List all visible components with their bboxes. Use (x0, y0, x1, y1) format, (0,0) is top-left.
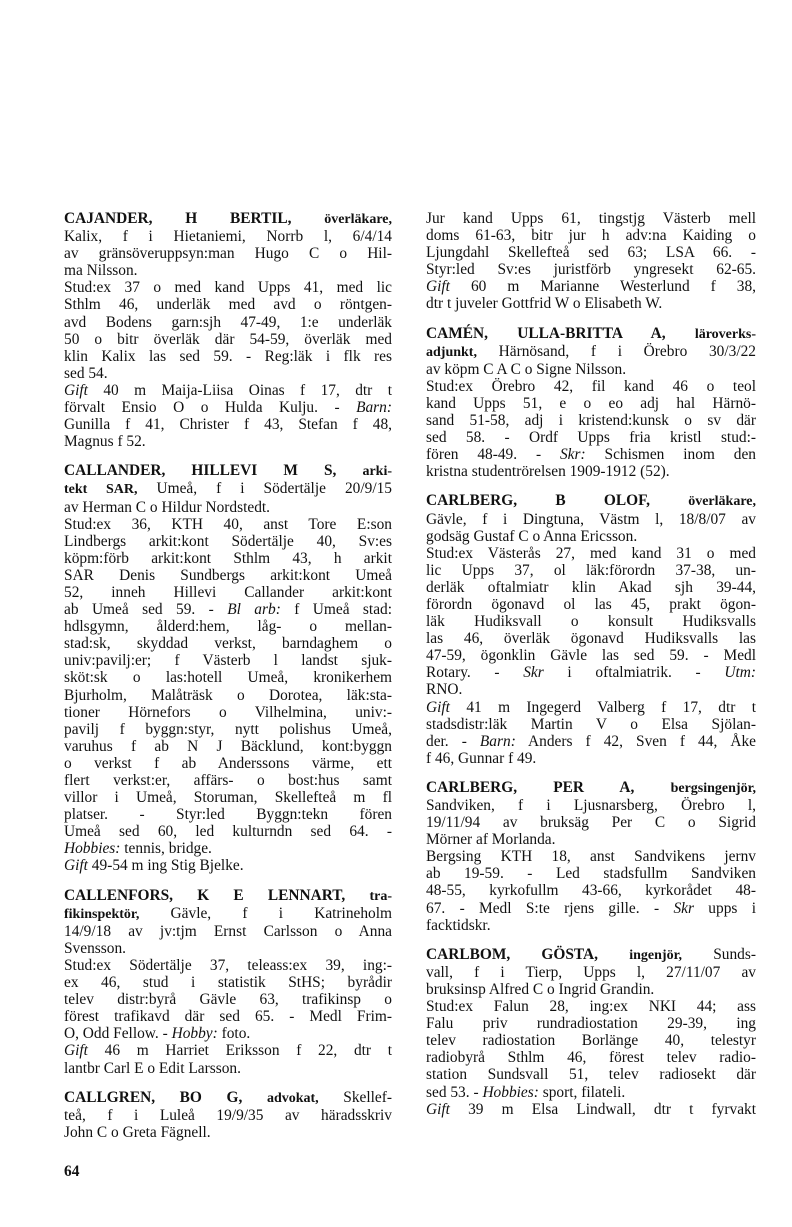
entry-line (64, 584, 392, 601)
entry-text: sand 51-58, adj i kristend:kunsk o sv där (426, 412, 756, 430)
entry-line (64, 601, 392, 618)
entry-text: univ:pavilj:er; f Västerb l landst sjuk- (64, 652, 392, 670)
entry-text: sport, filateli. (538, 1083, 626, 1101)
entry-text: doms 61-63, bitr jur h adv:na Kaiding o (426, 227, 756, 245)
entry-text: Sunds- (682, 945, 756, 963)
italic-label: Barn: (356, 399, 392, 417)
entry-name: CALLENFORS, K E LENNART, (64, 886, 370, 904)
entry-line (426, 343, 756, 361)
entry-text: förvalt Ensio O o Hulda Kulju. - (64, 399, 357, 417)
entry-text: Svensson. (64, 939, 126, 957)
entry-line (64, 331, 392, 348)
entry-text: lantbr Carl E o Edit Larsson. (64, 1059, 241, 1077)
entry-text: Sthlm 46, underläk med avd o röntgen- (64, 296, 392, 314)
entry-name: CALLANDER, HILLEVI M S, (64, 462, 363, 480)
entry-line (64, 533, 392, 550)
entry-name: CALLGREN, BO G, (64, 1088, 267, 1106)
entry-text: kand Upps 51, e o eo adj hal Härnö- (426, 394, 756, 412)
entry-text: Jur kand Upps 61, tingstjg Västerb mell (426, 210, 756, 227)
entry-text: ma Nilsson. (64, 262, 138, 280)
entry-line (64, 433, 392, 450)
entry-text: ab Umeå sed 59. - (64, 601, 228, 619)
entry-line (426, 1015, 756, 1032)
entry-text: facktidskr. (426, 916, 491, 934)
entry-text: Kalix, f i Hietaniemi, Norrb l, 6/4/14 (64, 228, 392, 246)
entry-line (64, 462, 392, 480)
entry-line (64, 840, 392, 857)
entry-line (426, 562, 756, 579)
entry-line (426, 278, 756, 295)
entry-text: Magnus f 52. (64, 433, 146, 451)
entry-text: sed 54. (64, 364, 108, 382)
entry-line (426, 900, 756, 917)
entry-text: upps i (693, 899, 757, 917)
entry-text: av Herman C o Hildur Nordstedt. (64, 498, 271, 516)
entry-line (64, 957, 392, 974)
entry-title: bergsingenjör, (670, 780, 756, 796)
entry-line (64, 887, 392, 905)
entry-text: Stud:ex Södertälje 37, teleass:ex 39, ing:- (64, 956, 392, 974)
entry-text: John C o Greta Fägnell. (64, 1123, 211, 1141)
italic-label: Hobbies: (64, 840, 121, 858)
entry-line (426, 210, 756, 227)
entry-text: sed 58. - Ordf Upps fria kristl stud:- (426, 429, 756, 447)
italic-label: Gift (426, 1100, 450, 1118)
entry-line (64, 687, 392, 704)
entry-text: RNO. (426, 681, 463, 699)
entry-line (426, 1084, 756, 1101)
entry-line (426, 865, 756, 882)
entry-line (426, 1066, 756, 1083)
entry-line (426, 244, 756, 261)
entry-text: klin Kalix las sed 59. - Reg:läk i flk res (64, 347, 392, 365)
entry-text: las 46, överläk ögonavd Hudiksvalls las (426, 630, 756, 648)
biography-entry (426, 779, 756, 934)
entry-line (426, 664, 756, 681)
entry-line (426, 716, 756, 733)
entry-line (64, 499, 392, 516)
entry-title: överläkare, (324, 212, 392, 227)
entry-text: Ljungdahl Skellefteå sed 63; LSA 66. - (426, 244, 756, 262)
entry-line (426, 917, 756, 934)
entry-name: CARLBOM, GÖSTA, (426, 945, 630, 963)
entry-line (64, 382, 392, 399)
entry-line (64, 399, 392, 416)
entry-text: Bjurholm, Malåträsk o Dorotea, läk:sta- (64, 686, 392, 704)
biography-entry (64, 1089, 392, 1141)
entry-text: f Umeå stad: (280, 601, 393, 619)
entry-text: o verkst f ab Anderssons värme, ett (64, 754, 392, 772)
italic-label: Hobby: (171, 1025, 218, 1043)
entry-line (426, 545, 756, 562)
entry-line (426, 412, 756, 429)
entry-line (426, 378, 756, 395)
entry-text: läk Hudiksvall o konsult Hudiksvalls (426, 613, 756, 631)
entry-text: Falu priv rundradiostation 29-39, ing (426, 1015, 756, 1033)
italic-label: Barn: (479, 732, 516, 750)
entry-line (64, 738, 392, 755)
entry-line (426, 261, 756, 278)
entry-text: Umeå, f i Södertälje 20/9/15 (137, 480, 392, 498)
entry-text: Umeå sed 60, led kulturndn sed 64. - (64, 823, 392, 841)
entry-text: Gunilla f 41, Christer f 43, Stefan f 48, (64, 416, 392, 434)
entry-text: SAR Denis Sundbergs arkit:kont Umeå (64, 566, 392, 584)
entry-text: stadsdistr:läk Martin V o Elsa Sjölan- (426, 715, 756, 733)
biography-entry (426, 325, 756, 481)
biography-entry (64, 887, 392, 1077)
entry-text: Stud:ex Västerås 27, med kand 31 o med (426, 544, 756, 562)
entry-line (426, 596, 756, 613)
entry-line (426, 733, 756, 750)
entry-title: advokat, (266, 1090, 319, 1106)
entry-line (64, 618, 392, 635)
entry-line (426, 779, 756, 797)
entry-line (64, 635, 392, 652)
entry-text: fören 48-49. - (426, 446, 560, 464)
entry-line (426, 647, 756, 664)
entry-line (426, 463, 756, 480)
entry-text: 46 m Harriet Eriksson f 22, dtr t (87, 1042, 392, 1060)
entry-line (426, 1032, 756, 1049)
entry-line (426, 946, 756, 964)
entry-line (426, 579, 756, 596)
entry-line (426, 831, 756, 848)
entry-line (426, 964, 756, 981)
entry-text: Rotary. - (426, 664, 524, 682)
entry-line (426, 1049, 756, 1066)
entry-text: Stud:ex Örebro 42, fil kand 46 o teol (426, 377, 756, 395)
entry-text: radiobyrå Sthlm 46, förest telev radio- (426, 1049, 756, 1067)
entry-name: CARLBERG, PER A, (426, 778, 671, 796)
entry-line (64, 416, 392, 433)
entry-line (64, 1107, 392, 1124)
entry-text: avd Bodens garn:sjh 47-49, 1:e underläk (64, 313, 392, 331)
entry-line (64, 755, 392, 772)
entry-line (64, 1089, 392, 1107)
italic-label: Hobbies: (482, 1083, 539, 1101)
italic-label: Bl arb: (227, 601, 281, 619)
entry-text: av gränsöveruppsyn:man Hugo C o Hil- (64, 245, 392, 263)
entry-line (426, 1101, 756, 1118)
entry-line (64, 669, 392, 686)
entry-text: sed 53. - (426, 1083, 483, 1101)
page-number: 64 (64, 1163, 80, 1180)
entry-line (64, 210, 392, 228)
entry-text: Skellef- (318, 1088, 392, 1106)
entry-line (64, 704, 392, 721)
entry-line (64, 567, 392, 584)
entry-text: köpm:förb arkit:kont Sthlm 43, h arkit (64, 549, 392, 567)
entry-line (64, 365, 392, 382)
entry-text: kristna studentrörelsen 1909-1912 (52). (426, 463, 670, 481)
entry-text: Lindbergs arkit:kont Södertälje 40, Sv:es (64, 532, 392, 550)
entry-text: av köpm C A C o Signe Nilsson. (426, 360, 627, 378)
entry-line (64, 772, 392, 789)
entry-line (64, 1124, 392, 1141)
entry-text: Stud:ex 36, KTH 40, anst Tore E:son (64, 515, 392, 533)
entry-line (426, 325, 756, 343)
entry-title: adjunkt, (426, 344, 477, 360)
entry-line (426, 882, 756, 899)
entry-line (426, 429, 756, 446)
entry-text: flert verkst:er, affärs- o bost:hus samt (64, 772, 392, 789)
italic-label: Gift (426, 278, 450, 296)
right-column (426, 210, 756, 1130)
entry-line (64, 806, 392, 823)
entry-line (426, 630, 756, 647)
entry-text: station Sundsvall 51, telev radiosekt där (426, 1066, 756, 1084)
entry-text: Sandviken, f i Ljusnarsberg, Örebro l, (426, 797, 756, 814)
entry-line (64, 923, 392, 940)
entry-line (64, 1008, 392, 1025)
entry-text: Stud:ex 37 o med kand Upps 41, med lic (64, 279, 392, 297)
entry-text: 67. - Medl S:te rjens gille. - (426, 899, 674, 917)
entry-text: förordn ögonavd ol las 45, prakt ögon- (426, 595, 756, 613)
entry-text: teå, f i Luleå 19/9/35 av häradsskriv (64, 1106, 392, 1124)
entry-text: förest trafikavd där sed 65. - Medl Frim- (64, 1008, 392, 1026)
entry-text: bruksinsp Alfred C o Ingrid Grandin. (426, 980, 655, 998)
entry-text: vall, f i Tierp, Upps l, 27/11/07 av (426, 963, 756, 981)
italic-label: Skr (523, 664, 544, 682)
entry-text: 39 m Elsa Lindwall, dtr t fyrvakt (449, 1100, 756, 1118)
entry-text: 48-55, kyrkofullm 43-66, kyrkorådet 48- (426, 882, 756, 900)
entry-line (64, 823, 392, 840)
entry-text: villor i Umeå, Storuman, Skellefteå m fl (64, 789, 392, 807)
entry-text: foto. (217, 1025, 251, 1043)
entry-line (64, 1042, 392, 1059)
entry-text: tioner Hörnefors o Vilhelmina, univ:- (64, 703, 392, 721)
entry-text: stad:sk, skyddad verkst, barndaghem o (64, 635, 392, 653)
entry-text: 60 m Marianne Westerlund f 38, (449, 278, 756, 296)
biography-entry (426, 492, 756, 767)
italic-label: Skr: (559, 446, 586, 464)
entry-title: läroverks- (694, 326, 756, 342)
biography-entry (426, 946, 756, 1118)
entry-text: telev distr:byrå Gävle 63, trafikinsp o (64, 991, 392, 1009)
entry-line (426, 492, 756, 510)
entry-text: pavilj f byggn:styr, nytt polishus Umeå, (64, 720, 392, 738)
entry-text: lic Upps 37, ol läk:förordn 37-38, un- (426, 561, 756, 579)
entry-line (64, 991, 392, 1008)
entry-line (64, 789, 392, 806)
entry-title: tra- (369, 888, 392, 904)
entry-text: 50 o bitr överläk där 54-59, överläk med (64, 330, 392, 348)
entry-title: ingenjör, (629, 947, 683, 963)
entry-line (64, 480, 392, 498)
biography-entry (64, 462, 392, 874)
entry-text: Gävle, f i Katrineholm (139, 904, 392, 922)
entry-title: arki- (362, 464, 392, 480)
entry-text: tennis, bridge. (120, 840, 212, 858)
entry-line (64, 550, 392, 567)
entry-line (64, 721, 392, 738)
entry-line (426, 295, 756, 312)
left-column (64, 210, 392, 1153)
entry-name: CAMÉN, ULLA-BRITTA A, (426, 324, 695, 342)
entry-text: 40 m Maija-Liisa Oinas f 17, dtr t (87, 381, 392, 399)
entry-line (64, 857, 392, 874)
entry-text: Styr:led Sv:es juristförb yngresekt 62-65. (426, 261, 756, 279)
entry-line (64, 1060, 392, 1077)
entry-title: tekt SAR, (64, 482, 138, 498)
entry-name: CARLBERG, B OLOF, (426, 492, 689, 510)
entry-line (426, 613, 756, 630)
entry-line (426, 446, 756, 463)
italic-label: Skr (673, 899, 694, 917)
biography-entry (64, 210, 392, 450)
entry-line (426, 981, 756, 998)
entry-text: der. - (426, 732, 480, 750)
entry-text: Stud:ex Falun 28, ing:ex NKI 44; ass (426, 998, 756, 1016)
italic-label: Utm: (724, 664, 756, 682)
entry-line (426, 797, 756, 814)
entry-line (426, 361, 756, 378)
entry-text: telev radiostation Borlänge 40, telestyr (426, 1032, 756, 1050)
entry-title: fikinspektör, (64, 906, 140, 922)
entry-line (64, 296, 392, 313)
entry-line (64, 1025, 392, 1042)
entry-line (64, 905, 392, 923)
entry-line (426, 528, 756, 545)
entry-text: 49-54 m ing Stig Bjelke. (87, 857, 244, 875)
entry-text: Gävle, f i Dingtuna, Västm l, 18/8/07 av (426, 510, 756, 528)
entry-name: CAJANDER, H BERTIL, (64, 210, 325, 227)
entry-line (426, 750, 756, 767)
entry-text: ex 46, stud i statistik StHS; byrådir (64, 974, 392, 992)
entry-line (64, 262, 392, 279)
entry-line (426, 681, 756, 698)
biography-entry (426, 210, 756, 313)
entry-line (64, 974, 392, 991)
entry-line (64, 348, 392, 365)
italic-label: Gift (64, 381, 88, 399)
entry-text: 19/11/94 av bruksäg Per C o Sigrid (426, 814, 756, 832)
italic-label: Gift (426, 698, 450, 716)
entry-line (426, 699, 756, 716)
entry-text: Bergsing KTH 18, anst Sandvikens jernv (426, 848, 756, 866)
entry-text: derläk oftalmiatr klin Akad sjh 39-44, (426, 578, 756, 596)
entry-text: f 46, Gunnar f 49. (426, 749, 537, 767)
entry-text: varuhus f ab N J Bäcklund, kont:byggn (64, 737, 392, 755)
entry-text: dtr t juveler Gottfrid W o Elisabeth W. (426, 295, 663, 313)
entry-text: Härnösand, f i Örebro 30/3/22 (476, 342, 756, 360)
entry-text: Schismen inom den (585, 446, 756, 464)
italic-label: Gift (64, 1042, 88, 1060)
entry-line (426, 395, 756, 412)
entry-text: hdlsgymn, ålderd:hem, låg- o mellan- (64, 618, 392, 636)
entry-text: 52, inneh Hillevi Callander arkit:kont (64, 583, 392, 601)
entry-text: 41 m Ingegerd Valberg f 17, dtr t (449, 698, 756, 716)
entry-text: 14/9/18 av jv:tjm Ernst Carlsson o Anna (64, 922, 392, 940)
entry-text: i oftalmiatrik. - (543, 664, 725, 682)
entry-line (64, 314, 392, 331)
entry-line (64, 652, 392, 669)
entry-line (426, 998, 756, 1015)
entry-line (426, 511, 756, 528)
entry-line (64, 516, 392, 533)
entry-line (64, 279, 392, 296)
entry-text: Mörner af Morlanda. (426, 831, 556, 849)
entry-text: sköt:sk o las:hotell Umeå, kronikerhem (64, 669, 392, 687)
entry-line (426, 814, 756, 831)
entry-line (426, 227, 756, 244)
entry-line (64, 940, 392, 957)
entry-line (64, 228, 392, 245)
entry-text: O, Odd Fellow. - (64, 1025, 172, 1043)
entry-line (426, 848, 756, 865)
entry-title: överläkare, (688, 494, 756, 510)
entry-text: godsäg Gustaf C o Anna Ericsson. (426, 527, 638, 545)
entry-text: 47-59, ögonklin Gävle las sed 59. - Medl (426, 647, 756, 665)
italic-label: Gift (64, 857, 88, 875)
entry-text: platser. - Styr:led Byggn:tekn fören (64, 806, 392, 824)
entry-text: Anders f 42, Sven f 44, Åke (515, 732, 756, 750)
entry-line (64, 245, 392, 262)
entry-text: ab 19-59. - Led stadsfullm Sandviken (426, 865, 756, 883)
